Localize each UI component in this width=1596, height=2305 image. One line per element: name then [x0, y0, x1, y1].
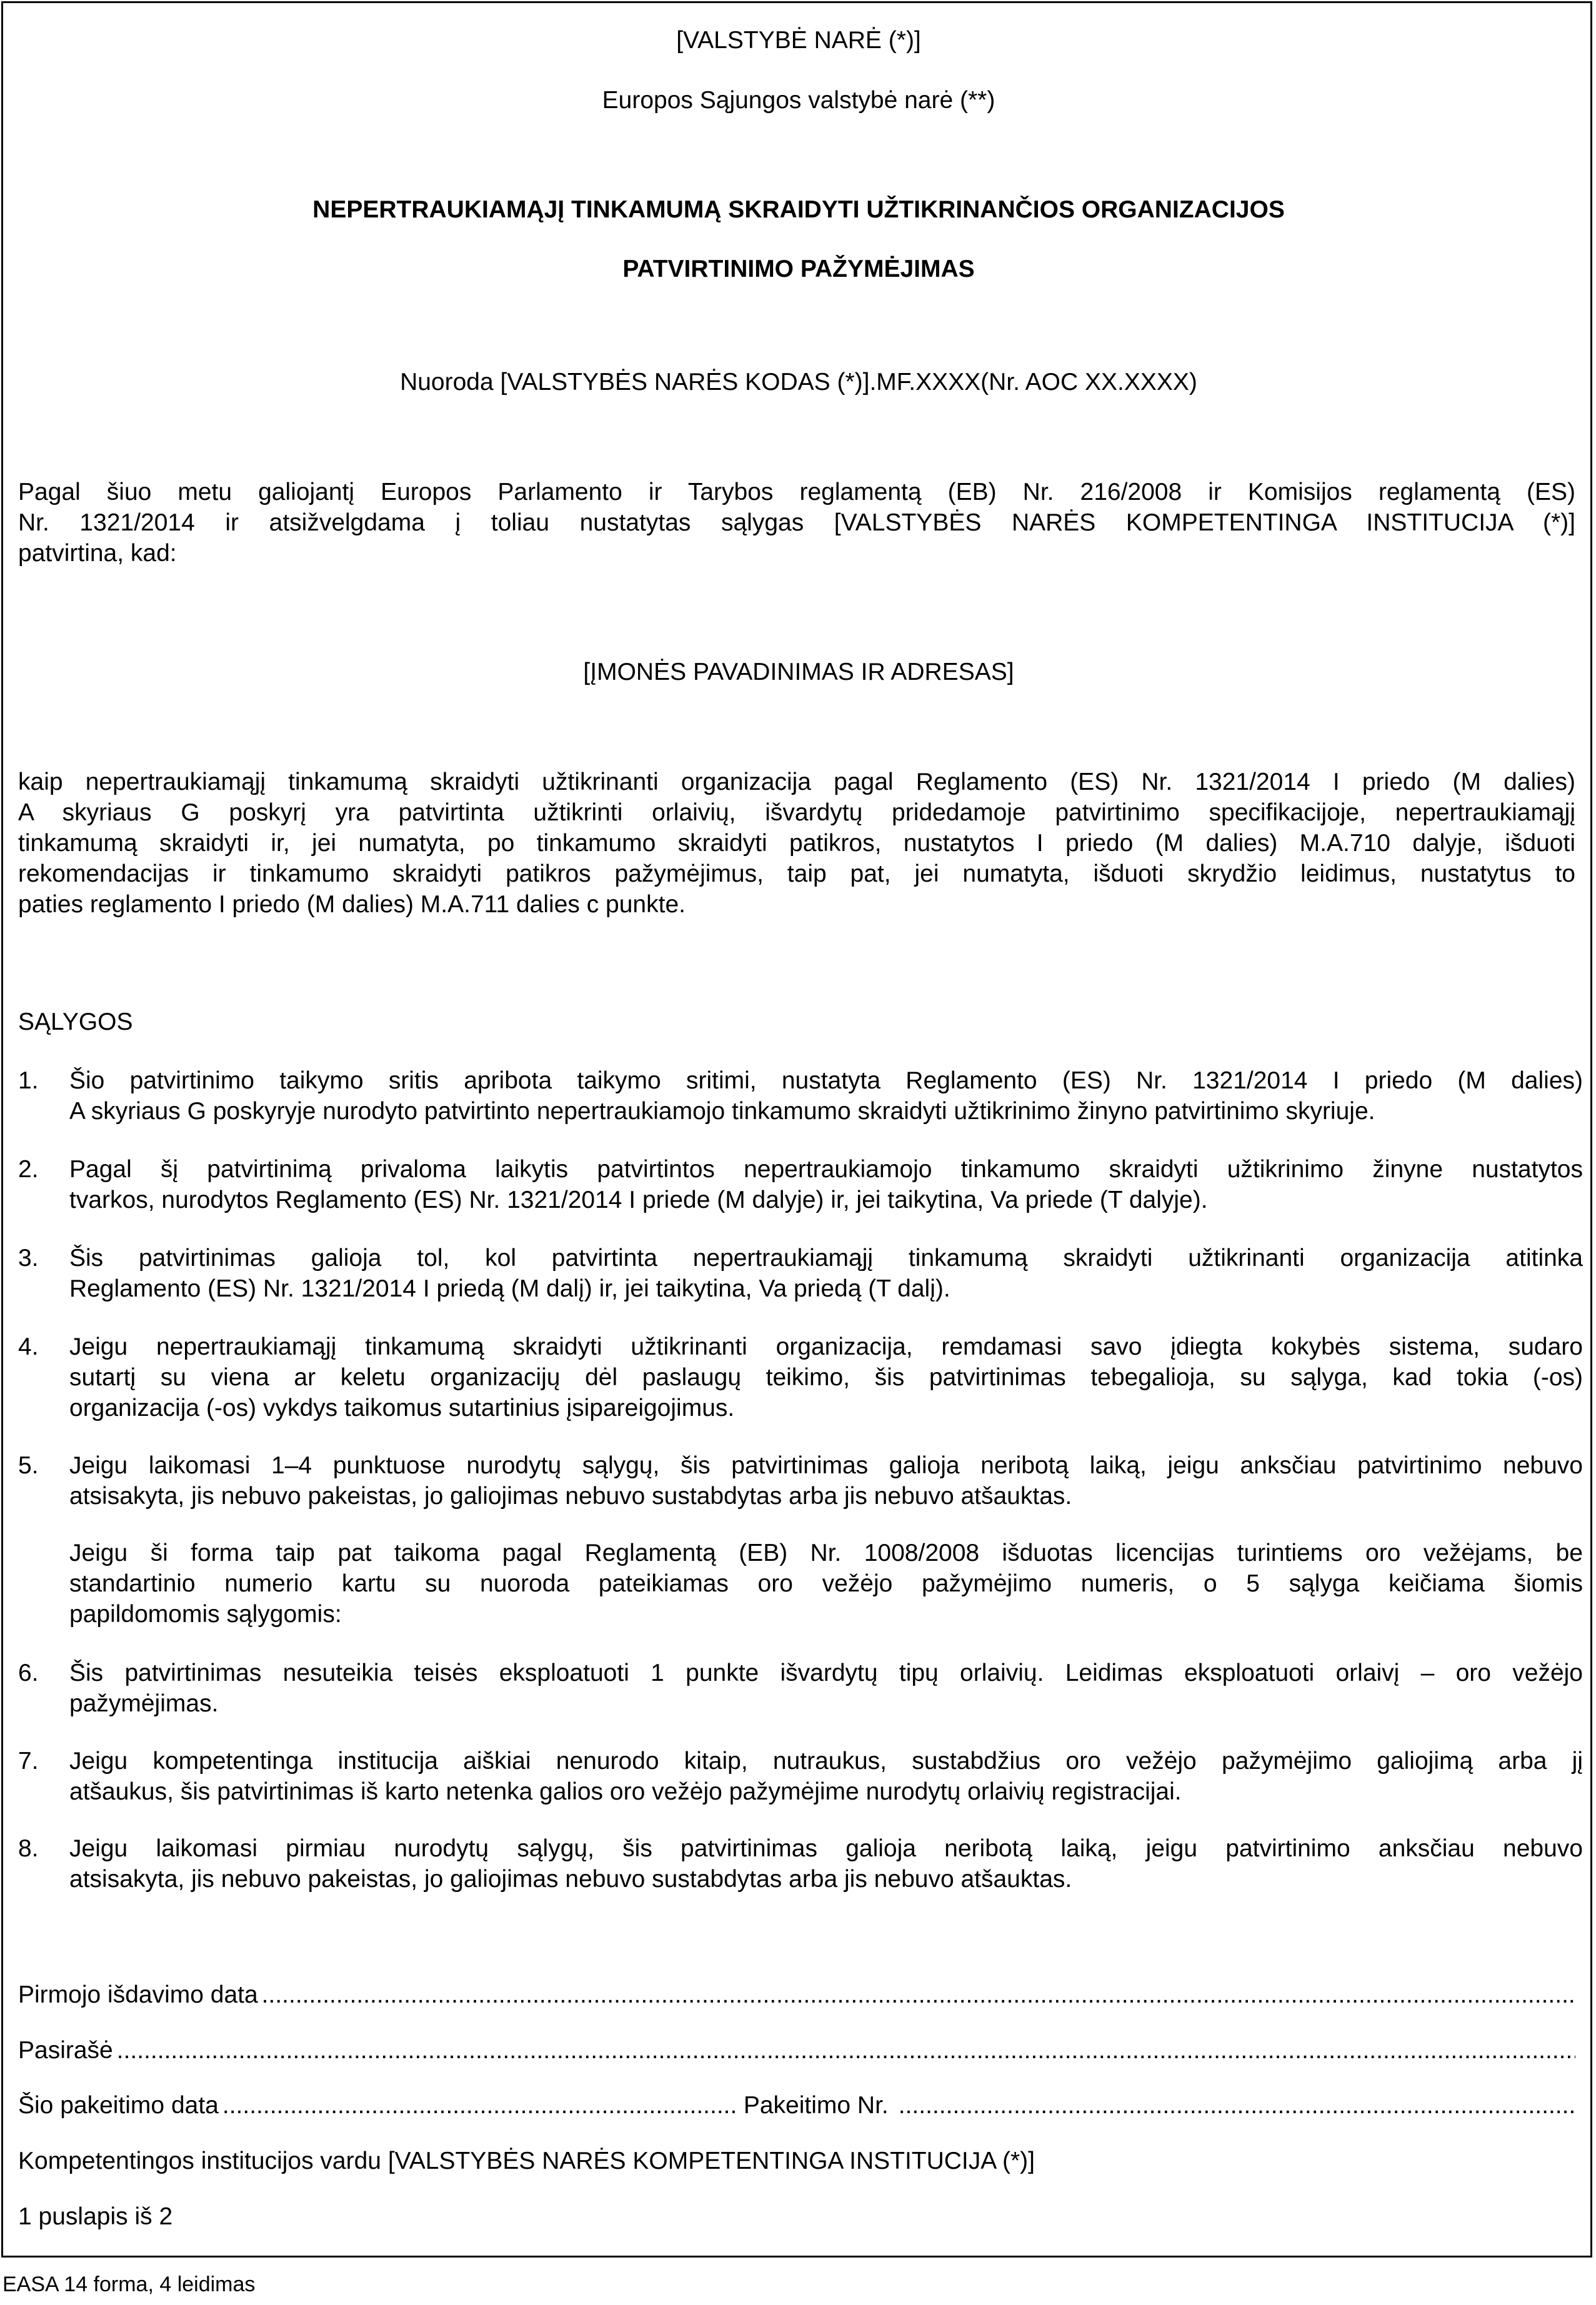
condition-number: 4.	[18, 1333, 39, 1360]
member-state-placeholder: [VALSTYBĖ NARĖ (*)]	[676, 27, 921, 54]
condition-line: Pagal šį patvirtinimą privaloma laikytis patvirtintos nepertraukiamojo tinkamumo skraidyti užtikrinimo žinyne nustatytos	[69, 1156, 1583, 1183]
intro-line: Pagal šiuo metu galiojantį Europos Parlamento ir Tarybos reglamentą (EB) Nr. 216/2008 ir Komisijos reglamentą (ES)	[18, 479, 1575, 505]
condition-line: Jeigu ši forma taip pat taikoma pagal Reglamentą (EB) Nr. 1008/2008 išduotas licencijas turintiems oro vežėjams, be	[69, 1540, 1583, 1566]
amendment-field-row	[18, 2090, 1575, 2121]
intro-line: Nr. 1321/2014 ir atsižvelgdama į toliau nustatytas sąlygas [VALSTYBĖS NARĖS KOMPETENTINGA INSTITUCIJA (*)]	[18, 509, 1575, 536]
condition-number: 7.	[18, 1748, 39, 1775]
condition-item	[69, 1450, 1583, 1511]
conditions-heading: SĄLYGOS	[18, 1008, 133, 1035]
company-name-address-placeholder: [ĮMONĖS PAVADINIMAS IR ADRESAS]	[583, 659, 1014, 685]
form-version-footer: EASA 14 forma, 4 leidimas	[2, 2273, 256, 2296]
page-number: 1 puslapis iš 2	[18, 2203, 173, 2230]
condition-number: 3.	[18, 1245, 39, 1272]
scope-line: A skyriaus G poskyrį yra patvirtinta užtikrinti orlaivių, išvardytų pridedamoje patvirtinimo specifikacijoje, nepertraukiamąjį	[18, 799, 1575, 826]
condition-line: tvarkos, nurodytos Reglamento (ES) Nr. 1321/2014 I priede (M dalyje) ir, jei taikytina, Va priede (T dalyje).	[69, 1187, 1208, 1213]
condition-line: Jeigu laikomasi 1–4 punktuose nurodytų sąlygų, šis patvirtinimas galioja neribotą laiką, jeigu anksčiau patvirtinimo nebuvo	[69, 1452, 1583, 1479]
signed-by-label: Pasirašė	[18, 2037, 113, 2064]
intro-paragraph	[18, 477, 1575, 569]
eu-member-state-line: Europos Sąjungos valstybė narė (**)	[602, 87, 995, 114]
condition-item	[69, 1746, 1583, 1807]
condition-item	[69, 1243, 1583, 1304]
condition-line: atsisakyta, jis nebuvo pakeistas, jo galiojimas nebuvo sustabdytas arba jis nebuvo atšauktas.	[69, 1483, 1072, 1510]
amendment-number-label: Pakeitimo Nr.	[743, 2092, 889, 2119]
amendment-date-label: Šio pakeitimo data	[18, 2092, 219, 2119]
scope-line: paties reglamento I priedo (M dalies) M.A.711 dalies c punkte.	[18, 891, 686, 918]
reference-number: Nuoroda [VALSTYBĖS NARĖS KODAS (*)].MF.XXXX(Nr. AOC XX.XXXX)	[400, 369, 1197, 396]
scope-line: rekomendacijas ir tinkamumo skraidyti patikros pažymėjimus, taip pat, jei numatyta, išduoti skrydžio leidimus, nustatytus to	[18, 860, 1575, 887]
condition-line: atšaukus, šis patvirtinimas iš karto netenka galios oro vežėjo pažymėjime nurodytų orlaivių registracijai.	[69, 1778, 1182, 1805]
condition-line: Jeigu kompetentinga institucija aiškiai nenurodo kitaip, nutraukus, sustabdžius oro vežėjo pažymėjimo galiojimą arba jį	[69, 1748, 1583, 1775]
condition-line: sutartį su viena ar keletu organizacijų dėl paslaugų teikimo, šis patvirtinimas tebegalioja, su sąlyga, kad tokia (-os)	[69, 1364, 1583, 1391]
condition-number: 6.	[18, 1660, 39, 1686]
condition-item	[69, 1332, 1583, 1423]
condition-line: standartinio numerio kartu su nuoroda pateikiamas oro vežėjo pažymėjimo numeris, o 5 sąlyga keičiama šiomis	[69, 1570, 1583, 1597]
certificate-title-line1: NEPERTRAUKIAMĄJĮ TINKAMUMĄ SKRAIDYTI UŽTIKRINANČIOS ORGANIZACIJOS	[312, 196, 1285, 223]
condition-line: Jeigu nepertraukiamąjį tinkamumą skraidyti užtikrinanti organizacija, remdamasi savo įdiegta kokybės sistema, sudaro	[69, 1333, 1583, 1360]
competent-authority-line: Kompetentingos institucijos vardu [VALSTYBĖS NARĖS KOMPETENTINGA INSTITUCIJA (*)]	[18, 2148, 1035, 2174]
condition-line: A skyriaus G poskyryje nurodyto patvirtinto nepertraukiamojo tinkamumo skraidyti užtikrinimo žinyno patvirtinimo skyriuje.	[69, 1098, 1375, 1125]
condition-line: atsisakyta, jis nebuvo pakeistas, jo galiojimas nebuvo sustabdytas arba jis nebuvo atšauktas.	[69, 1866, 1072, 1893]
condition-line: Reglamento (ES) Nr. 1321/2014 I priedą (M dalį) ir, jei taikytina, Va priedą (T dalį).	[69, 1275, 950, 1302]
condition-line: pažymėjimas.	[69, 1690, 219, 1717]
condition-item	[69, 1154, 1583, 1215]
condition-number: 8.	[18, 1835, 39, 1862]
condition-line: organizacija (-os) vykdys taikomus sutartinius įsipareigojimus.	[69, 1395, 735, 1421]
condition-item	[69, 1833, 1583, 1894]
condition-line: Šis patvirtinimas galioja tol, kol patvirtinta nepertraukiamąjį tinkamumą skraidyti užtikrinanti organizacija atitinka	[69, 1245, 1583, 1272]
signed-by-field[interactable]	[18, 2035, 1575, 2066]
amendment-number-dotted-line[interactable]	[899, 2090, 1575, 2121]
condition-item	[69, 1065, 1583, 1127]
scope-line: kaip nepertraukiamąjį tinkamumą skraidyti užtikrinanti organizacija pagal Reglamento (ES) Nr. 1321/2014 I priedo (M dalies)	[18, 769, 1575, 795]
scope-paragraph	[18, 767, 1575, 920]
condition-number: 1.	[18, 1067, 39, 1094]
issue-date-field[interactable]	[18, 1979, 1575, 2010]
condition-line: Jeigu laikomasi pirmiau nurodytų sąlygų, šis patvirtinimas galioja neribotą laiką, jeigu patvirtinimo anksčiau nebuvo	[69, 1835, 1583, 1862]
air-carrier-note-paragraph	[69, 1538, 1583, 1630]
form-frame	[1, 1, 1592, 2258]
condition-line: Šis patvirtinimas nesuteikia teisės eksploatuoti 1 punkte išvardytų tipų orlaivių. Leidimas eksploatuoti orlaivį – oro vežėjo	[69, 1660, 1583, 1686]
condition-item	[69, 1658, 1583, 1719]
signature-dotted-line[interactable]	[117, 2035, 1575, 2066]
condition-number: 2.	[18, 1156, 39, 1183]
intro-line: patvirtina, kad:	[18, 540, 177, 567]
certificate-title-line2: PATVIRTINIMO PAŽYMĖJIMAS	[622, 256, 975, 282]
issue-date-label: Pirmojo išdavimo data	[18, 1981, 258, 2008]
condition-line: papildomomis sąlygomis:	[69, 1601, 342, 1628]
issue-date-dotted-line[interactable]	[262, 1979, 1575, 2010]
condition-line: Šio patvirtinimo taikymo sritis apribota taikymo sritimi, nustatyta Reglamento (ES) Nr. 1321/2014 I priedo (M dalies)	[69, 1067, 1583, 1094]
scope-line: tinkamumą skraidyti ir, jei numatyta, po tinkamumo skraidyti patikros, nustatytos I priedo (M dalies) M.A.710 dalyje, išduoti	[18, 830, 1575, 857]
condition-number: 5.	[18, 1452, 39, 1479]
amendment-date-dotted-line[interactable]	[222, 2090, 739, 2121]
